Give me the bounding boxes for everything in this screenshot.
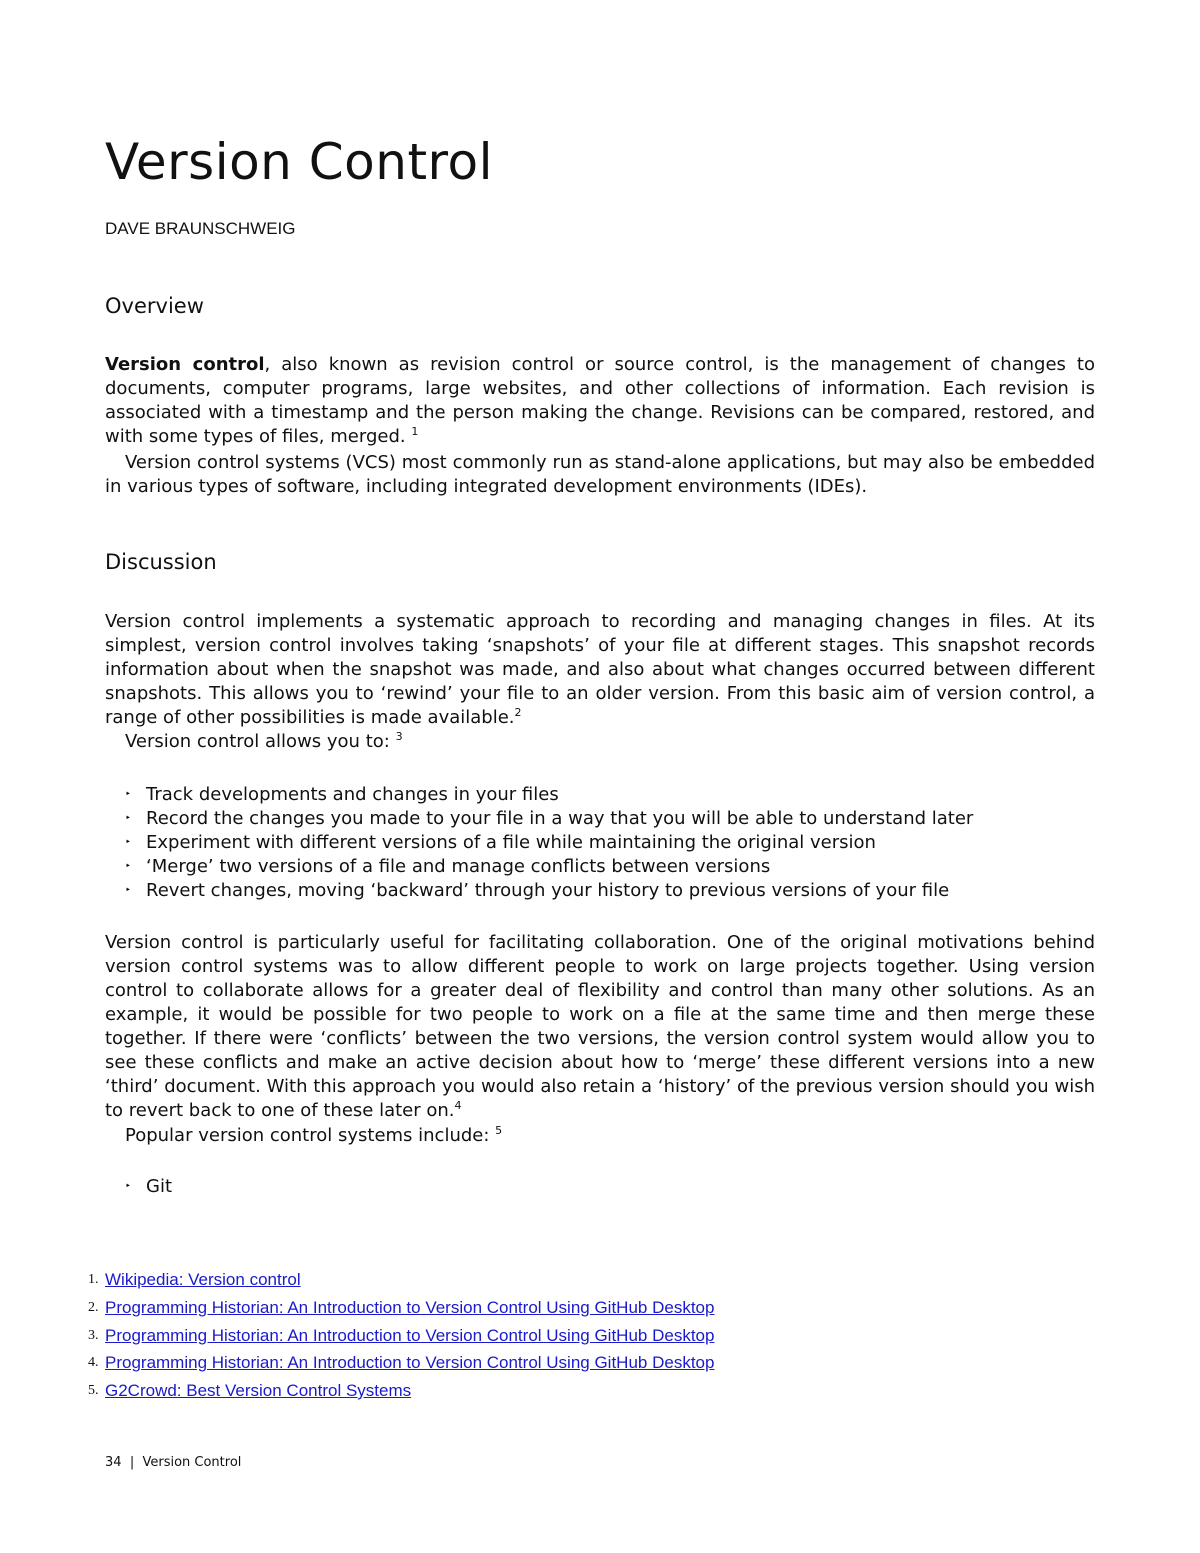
footnote-number: 1. <box>88 1272 99 1287</box>
footnote-item <box>88 1267 714 1295</box>
footnote-ref-4[interactable]: 4 <box>454 1099 462 1112</box>
footnote-ref-5[interactable]: 5 <box>495 1124 503 1137</box>
footnote-link-4[interactable]: Programming Historian: An Introduction to Version Control Using GitHub Desktop <box>105 1353 715 1373</box>
list-item <box>125 1175 172 1199</box>
bullet-icon: ‣ <box>125 813 131 824</box>
footnote-number: 4. <box>88 1355 99 1371</box>
footnote-ref-2[interactable]: 2 <box>514 706 522 719</box>
bullet-icon: ‣ <box>125 861 131 872</box>
list-item-text: Revert changes, moving ‘backward’ through your history to previous versions of your file <box>146 880 950 901</box>
footer-separator: | <box>129 1455 135 1470</box>
footnote-number: 3. <box>88 1327 99 1343</box>
discussion-paragraph-3-text: Version control is particularly useful for facilitating collaboration. One of the original motivations behind version control systems was to allow different people to work on large projects together. Using version control to collaborate allows for a greater deal of flexibility and control than many other solutions. As an example, it would be possible for two people to work on a file at the same time and then merge these together. If there were ‘conflicts’ between the two versions, the version control system would allow you to see these conflicts and make an active decision about how to ‘merge’ these different versions into a new ‘third’ document. With this approach you would also retain a ‘history’ of the previous version should you wish to revert back to one of these later on. <box>105 932 1095 1121</box>
capabilities-list <box>125 783 973 903</box>
term-version-control: Version control <box>105 354 265 375</box>
footnote-number: 5. <box>88 1383 99 1398</box>
footnote-item <box>88 1350 714 1378</box>
footnote-link-1[interactable]: Wikipedia: Version control <box>105 1270 301 1289</box>
bullet-icon: ‣ <box>125 1181 131 1192</box>
discussion-paragraph-2 <box>105 730 1095 754</box>
list-item <box>125 831 973 855</box>
footnote-item <box>88 1323 714 1351</box>
discussion-paragraph-1 <box>105 610 1095 730</box>
bullet-icon: ‣ <box>125 789 131 800</box>
discussion-paragraph-3 <box>105 931 1095 1123</box>
list-item <box>125 879 973 903</box>
discussion-paragraph-4-text: Popular version control systems include: <box>125 1125 490 1146</box>
running-title: Version Control <box>142 1455 242 1470</box>
footnote-ref-3[interactable]: 3 <box>395 730 403 743</box>
overview-paragraph-2: Version control systems (VCS) most commonly run as stand-alone applications, but may also be embedded in various types of software, including integrated development environments (IDEs). <box>105 452 1095 497</box>
author-name: DAVE BRAUNSCHWEIG <box>105 219 296 238</box>
footnote-link-5[interactable]: G2Crowd: Best Version Control Systems <box>105 1381 412 1400</box>
footnotes-list <box>88 1267 714 1406</box>
discussion-paragraph-1-text: Version control implements a systematic approach to recording and managing changes in files. At its simplest, version control involves taking ‘snapshots’ of your file at different stages. This snapshot records information about when the snapshot was made, and also about what changes occurred between different snapshots. This allows you to ‘rewind’ your file to an older version. From this basic aim of version control, a range of other possibilities is made available. <box>105 611 1095 728</box>
list-item <box>125 855 973 879</box>
discussion-paragraph-2-text: Version control allows you to: <box>125 731 390 752</box>
footnote-link-2[interactable]: Programming Historian: An Introduction to Version Control Using GitHub Desktop <box>105 1297 715 1317</box>
list-item-text: ‘Merge’ two versions of a file and manage conflicts between versions <box>146 856 771 877</box>
vcs-list <box>125 1175 172 1199</box>
page-title: Version Control <box>105 133 493 191</box>
footnote-link-3[interactable]: Programming Historian: An Introduction to Version Control Using GitHub Desktop <box>105 1325 715 1345</box>
page-number: 34 <box>105 1455 122 1470</box>
overview-paragraph-1-text: , also known as revision control or source control, is the management of changes to documents, computer programs, large websites, and other collections of information. Each revision is associated with a timestamp and the person making the change. Revisions can be compared, restored, and with some types of files, merged. <box>105 354 1095 447</box>
overview-heading: Overview <box>105 294 204 318</box>
footnote-item <box>88 1378 714 1406</box>
footnote-item <box>88 1295 714 1323</box>
list-item <box>125 807 973 831</box>
overview-paragraph-1 <box>105 353 1095 449</box>
bullet-icon: ‣ <box>125 837 131 848</box>
footnote-number: 2. <box>88 1299 99 1315</box>
list-item-text: Track developments and changes in your files <box>146 784 559 805</box>
bullet-icon: ‣ <box>125 885 131 896</box>
list-item-text: Experiment with different versions of a file while maintaining the original version <box>146 832 876 853</box>
page-footer <box>105 1454 241 1472</box>
discussion-heading: Discussion <box>105 550 217 574</box>
list-item <box>125 783 973 807</box>
list-item-text: Record the changes you made to your file in a way that you will be able to understand later <box>146 808 974 829</box>
list-item-text: Git <box>146 1176 173 1197</box>
footnote-ref-1[interactable]: 1 <box>411 425 419 438</box>
discussion-paragraph-4 <box>105 1124 1095 1148</box>
